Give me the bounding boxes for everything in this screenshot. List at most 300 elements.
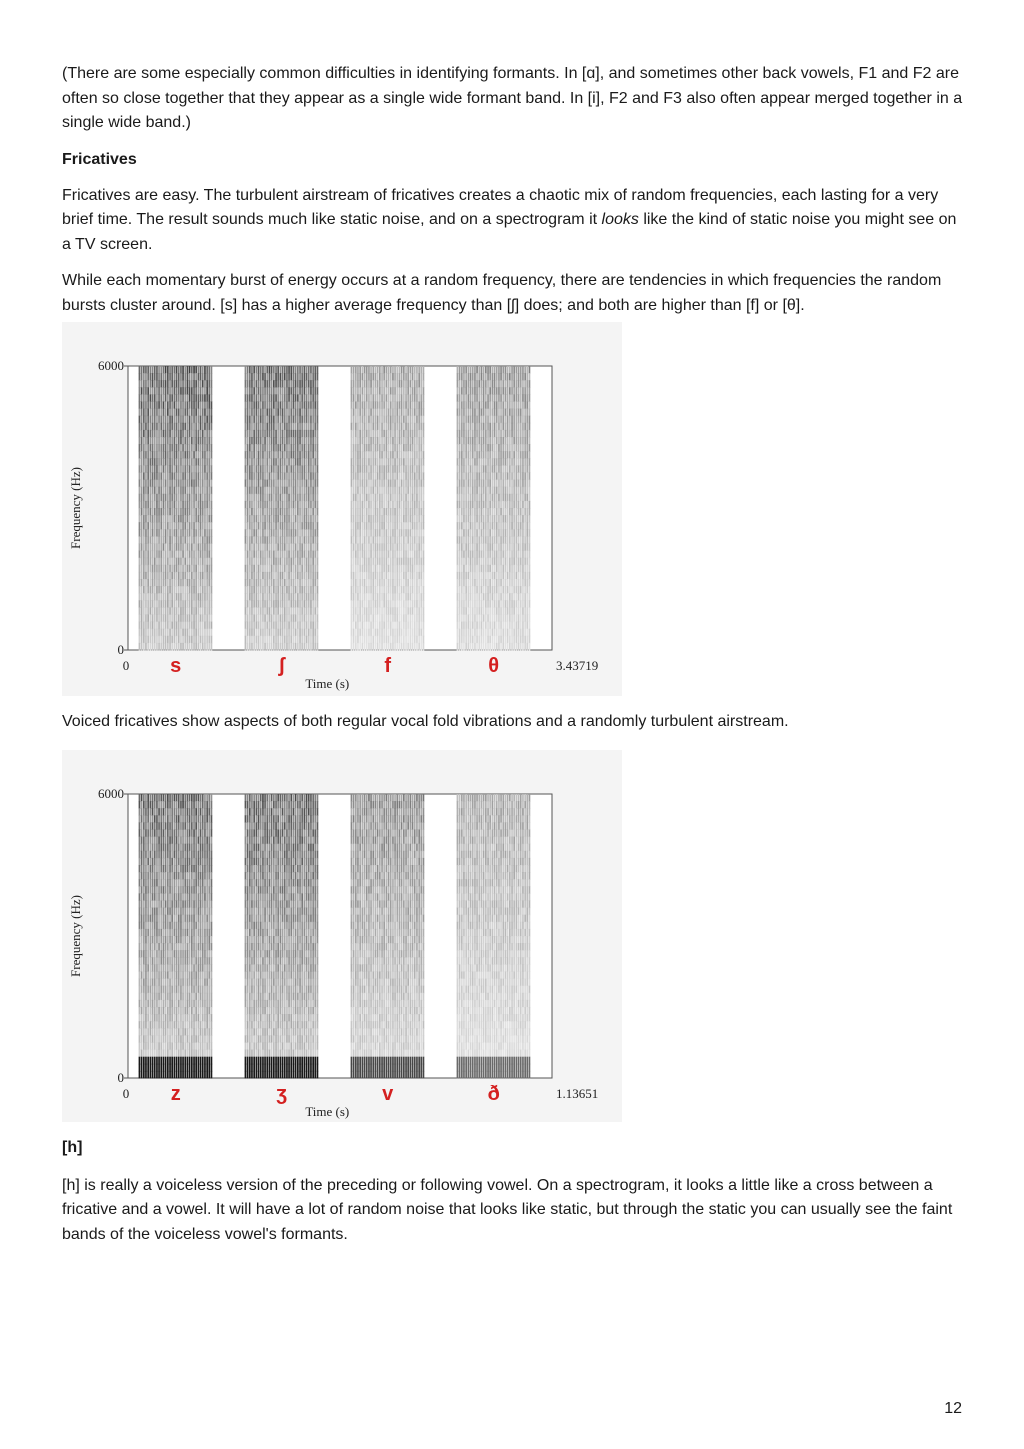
spectrogram-cell (412, 544, 414, 552)
spectrogram-cell (386, 451, 388, 459)
spectrogram-cell (299, 366, 301, 374)
spectrogram-cell (474, 394, 476, 402)
spectrogram-cell (379, 622, 381, 630)
spectrogram-cell (502, 515, 504, 523)
spectrogram-cell (247, 515, 249, 523)
spectrogram-cell (396, 480, 398, 488)
spectrogram-cell (368, 366, 370, 374)
spectrogram-cell (182, 473, 184, 481)
spectrogram-cell (386, 593, 388, 601)
spectrogram-cell (284, 515, 286, 523)
spectrogram-cell (368, 622, 370, 630)
spectrogram-cell (139, 522, 141, 530)
spectrogram-cell (182, 607, 184, 615)
spectrogram-cell (154, 522, 156, 530)
spectrogram-cell (169, 622, 171, 630)
spectrogram-cell (396, 565, 398, 573)
spectrogram-cell (476, 458, 478, 466)
spectrogram-cell (416, 501, 418, 509)
spectrogram-cell (383, 544, 385, 552)
spectrogram-cell (359, 465, 361, 473)
spectrogram-cell (481, 487, 483, 495)
spectrogram-cell (414, 544, 416, 552)
spectrogram-cell (403, 629, 405, 637)
spectrogram-cell (359, 579, 361, 587)
spectrogram-cell (178, 487, 180, 495)
spectrogram-cell (154, 572, 156, 580)
spectrogram-cell (204, 636, 206, 644)
spectrogram-cell (249, 387, 251, 395)
spectrogram-cell (150, 565, 152, 573)
spectrogram-cell (206, 508, 208, 516)
spectrogram-cell (308, 437, 310, 445)
spectrogram-cell (304, 643, 306, 651)
spectrogram-cell (206, 622, 208, 630)
spectrogram-cell (211, 622, 213, 630)
spectrogram-cell (174, 451, 176, 459)
spectrogram-cell (359, 629, 361, 637)
spectrogram-cell (390, 487, 392, 495)
spectrogram-cell (403, 636, 405, 644)
spectrogram-cell (182, 544, 184, 552)
spectrogram-cell (269, 508, 271, 516)
fricatives-tendency-paragraph: While each momentary burst of energy occurs at a random frequency, there are tendencies in which frequencies the random bursts cluster around. [s] has a higher average frequency than [ʃ] does; and both are higher than [f] or [θ]. (62, 272, 942, 314)
spectrogram-cell (317, 515, 319, 523)
spectrogram-cell (147, 544, 149, 552)
spectrogram-cell (180, 636, 182, 644)
spectrogram-cell (266, 600, 268, 608)
spectrogram-cell (465, 444, 467, 452)
spectrogram-cell (412, 622, 414, 630)
spectrogram-cell (478, 366, 480, 374)
spectrogram-cell (275, 501, 277, 509)
spectrogram-cell (308, 494, 310, 502)
spectrogram-cell (468, 416, 470, 424)
spectrogram-cell (204, 551, 206, 559)
spectrogram-cell (286, 536, 288, 544)
spectrogram-cell (476, 373, 478, 381)
spectrogram-cell (457, 458, 459, 466)
spectrogram-cell (299, 572, 301, 580)
spectrogram-cell (251, 494, 253, 502)
spectrogram-cell (472, 451, 474, 459)
spectrogram-cell (496, 544, 498, 552)
spectrogram-cell (474, 380, 476, 388)
spectrogram-cell (407, 586, 409, 594)
spectrogram-cell (260, 586, 262, 594)
spectrogram-cell (372, 636, 374, 644)
spectrogram-cell (418, 409, 420, 417)
spectrogram-cell (470, 607, 472, 615)
spectrogram-cell (260, 551, 262, 559)
spectrogram-cell (314, 437, 316, 445)
spectrogram-cell (312, 366, 314, 374)
spectrogram-cell (271, 629, 273, 637)
spectrogram-cell (474, 579, 476, 587)
spectrogram-cell (277, 558, 279, 566)
spectrogram-cell (282, 387, 284, 395)
spectrogram-cell (498, 487, 500, 495)
spectrogram-cell (204, 402, 206, 410)
spectrogram-cell (476, 551, 478, 559)
spectrogram-cell (184, 536, 186, 544)
spectrogram-cell (184, 615, 186, 623)
spectrogram-cell (379, 544, 381, 552)
spectrogram-cell (247, 373, 249, 381)
spectrogram-cell (496, 387, 498, 395)
spectrogram-cell (304, 607, 306, 615)
spectrogram-cell (288, 444, 290, 452)
spectrogram-cell (485, 380, 487, 388)
spectrogram-cell (483, 444, 485, 452)
spectrogram-cell (290, 387, 292, 395)
spectrogram-cell (407, 487, 409, 495)
spectrogram-cell (269, 366, 271, 374)
spectrogram-cell (202, 416, 204, 424)
spectrogram-cell (463, 409, 465, 417)
spectrogram-cell (189, 501, 191, 509)
spectrogram-cell (282, 473, 284, 481)
spectrogram-cell (293, 394, 295, 402)
spectrogram-cell (301, 529, 303, 537)
spectrogram-cell (202, 473, 204, 481)
spectrogram-cell (304, 544, 306, 552)
spectrogram-cell (143, 451, 145, 459)
spectrogram-cell (459, 551, 461, 559)
spectrogram-cell (381, 586, 383, 594)
spectrogram-cell (299, 629, 301, 637)
spectrogram-cell (169, 643, 171, 651)
spectrogram-cell (423, 366, 425, 374)
spectrogram-cell (394, 387, 396, 395)
spectrogram-cell (308, 480, 310, 488)
spectrogram-cell (249, 380, 251, 388)
spectrogram-cell (145, 529, 147, 537)
spectrogram-cell (247, 394, 249, 402)
fricatives-heading: Fricatives (62, 150, 137, 168)
spectrogram-cell (370, 579, 372, 587)
spectrogram-cell (308, 536, 310, 544)
spectrogram-cell (481, 529, 483, 537)
spectrogram-cell (206, 607, 208, 615)
spectrogram-cell (492, 387, 494, 395)
spectrogram-cell (187, 380, 189, 388)
spectrogram-cell (139, 487, 141, 495)
spectrogram-cell (418, 380, 420, 388)
spectrogram-cell (418, 458, 420, 466)
spectrogram-cell (459, 480, 461, 488)
spectrogram-cell (498, 558, 500, 566)
spectrogram-cell (145, 373, 147, 381)
spectrogram-cell (202, 572, 204, 580)
spectrogram-cell (258, 402, 260, 410)
spectrogram-cell (317, 473, 319, 481)
spectrogram-cell (414, 615, 416, 623)
spectrogram-cell (211, 409, 213, 417)
spectrogram-cell (139, 558, 141, 566)
spectrogram-cell (189, 636, 191, 644)
spectrogram-cell (249, 565, 251, 573)
spectrogram-cell (251, 416, 253, 424)
spectrogram-cell (476, 586, 478, 594)
spectrogram-cell (362, 515, 364, 523)
spectrogram-cell (399, 458, 401, 466)
spectrogram-cell (206, 451, 208, 459)
spectrogram-cell (277, 423, 279, 431)
spectrogram-cell (306, 558, 308, 566)
spectrogram-cell (364, 636, 366, 644)
spectrogram-cell (304, 494, 306, 502)
spectrogram-cell (401, 607, 403, 615)
spectrogram-cell (176, 423, 178, 431)
spectrogram-cell (211, 551, 213, 559)
spectrogram-cell (390, 544, 392, 552)
spectrogram-cell (200, 544, 202, 552)
spectrogram-cell (251, 451, 253, 459)
spectrogram-cell (258, 593, 260, 601)
spectrogram-cell (366, 544, 368, 552)
spectrogram-cell (184, 487, 186, 495)
spectrogram-cell (416, 416, 418, 424)
spectrogram-cell (266, 366, 268, 374)
spectrogram-cell (158, 416, 160, 424)
spectrogram-cell (487, 473, 489, 481)
spectrogram-cell (483, 536, 485, 544)
spectrogram-cell (414, 465, 416, 473)
spectrogram-cell (377, 473, 379, 481)
spectrogram-cell (401, 551, 403, 559)
spectrogram-cell (189, 508, 191, 516)
spectrogram-cell (362, 451, 364, 459)
spectrogram-cell (297, 522, 299, 530)
spectrogram-cell (256, 529, 258, 537)
spectrogram-cell (258, 366, 260, 374)
spectrogram-cell (470, 451, 472, 459)
spectrogram-cell (154, 536, 156, 544)
spectrogram-cell (251, 373, 253, 381)
spectrogram-cell (502, 643, 504, 651)
spectrogram-cell (264, 572, 266, 580)
spectrogram-cell (312, 607, 314, 615)
spectrogram-cell (468, 402, 470, 410)
spectrogram-cell (359, 480, 361, 488)
spectrogram-cell (193, 437, 195, 445)
spectrogram-cell (271, 643, 273, 651)
spectrogram-cell (416, 458, 418, 466)
spectrogram-cell (392, 409, 394, 417)
spectrogram-cell (492, 522, 494, 530)
spectrogram-cell (256, 416, 258, 424)
spectrogram-cell (502, 607, 504, 615)
spectrogram-cell (297, 480, 299, 488)
spectrogram-cell (178, 643, 180, 651)
spectrogram-cell (150, 473, 152, 481)
spectrogram-cell (171, 607, 173, 615)
spectrogram-cell (184, 373, 186, 381)
spectrogram-cell (472, 551, 474, 559)
spectrogram-cell (362, 643, 364, 651)
spectrogram-cell (182, 380, 184, 388)
spectrogram-cell (189, 579, 191, 587)
spectrogram-cell (269, 458, 271, 466)
spectrogram-cell (282, 402, 284, 410)
spectrogram-cell (351, 501, 353, 509)
spectrogram-cell (502, 558, 504, 566)
spectrogram-cell (184, 586, 186, 594)
spectrogram-cell (370, 572, 372, 580)
spectrogram-cell (284, 416, 286, 424)
spectrogram-cell (468, 643, 470, 651)
spectrogram-cell (474, 615, 476, 623)
spectrogram-cell (208, 416, 210, 424)
spectrogram-cell (476, 600, 478, 608)
spectrogram-cell (396, 629, 398, 637)
spectrogram-cell (176, 565, 178, 573)
spectrogram-cell (202, 409, 204, 417)
spectrogram-cell (390, 373, 392, 381)
spectrogram-cell (459, 636, 461, 644)
spectrogram-cell (351, 394, 353, 402)
spectrogram-cell (396, 458, 398, 466)
spectrogram-cell (379, 579, 381, 587)
spectrogram-cell (249, 465, 251, 473)
spectrogram-cell (368, 579, 370, 587)
spectrogram-cell (174, 458, 176, 466)
spectrogram-cell (266, 465, 268, 473)
spectrogram-cell (174, 629, 176, 637)
spectrogram-cell (253, 494, 255, 502)
spectrogram-cell (284, 444, 286, 452)
spectrogram-cell (147, 551, 149, 559)
spectrogram-cell (366, 387, 368, 395)
spectrogram-cell (271, 572, 273, 580)
spectrogram-cell (167, 437, 169, 445)
spectrogram-cell (200, 366, 202, 374)
spectrogram-cell (314, 487, 316, 495)
spectrogram-cell (379, 522, 381, 530)
spectrogram-cell (390, 508, 392, 516)
spectrogram-cell (306, 622, 308, 630)
spectrogram-cell (420, 487, 422, 495)
spectrogram-cell (297, 544, 299, 552)
spectrogram-cell (189, 558, 191, 566)
spectrogram-cell (483, 409, 485, 417)
spectrogram-cell (247, 416, 249, 424)
spectrogram-cell (377, 572, 379, 580)
spectrogram-cell (412, 551, 414, 559)
spectrogram-cell (150, 366, 152, 374)
spectrogram-cell (187, 366, 189, 374)
spectrogram-cell (189, 416, 191, 424)
spectrogram-cell (275, 480, 277, 488)
spectrogram-cell (152, 565, 154, 573)
spectrogram-cell (461, 558, 463, 566)
spectrogram-cell (505, 430, 507, 438)
spectrogram-cell (150, 586, 152, 594)
spectrogram-cell (401, 515, 403, 523)
spectrogram-cell (461, 451, 463, 459)
spectrogram-cell (483, 458, 485, 466)
spectrogram-cell (312, 586, 314, 594)
spectrogram-cell (459, 430, 461, 438)
spectrogram-cell (366, 565, 368, 573)
spectrogram-cell (476, 572, 478, 580)
spectrogram-cell (483, 494, 485, 502)
spectrogram-cell (273, 522, 275, 530)
spectrogram-cell (496, 607, 498, 615)
spectrogram-cell (141, 593, 143, 601)
spectrogram-cell (492, 629, 494, 637)
spectrogram-cell (176, 600, 178, 608)
spectrogram-cell (249, 636, 251, 644)
spectrogram-cell (423, 515, 425, 523)
spectrogram-cell (494, 515, 496, 523)
spectrogram-cell (418, 565, 420, 573)
spectrogram-cell (150, 629, 152, 637)
spectrogram-cell (299, 551, 301, 559)
spectrogram-cell (139, 409, 141, 417)
spectrogram-cell (375, 430, 377, 438)
spectrogram-cell (472, 636, 474, 644)
spectrogram-cell (366, 622, 368, 630)
spectrogram-cell (211, 508, 213, 516)
spectrogram-cell (306, 458, 308, 466)
spectrogram-cell (390, 579, 392, 587)
spectrogram-cell (182, 430, 184, 438)
spectrogram-cell (390, 643, 392, 651)
spectrogram-cell (412, 373, 414, 381)
spectrogram-cell (412, 643, 414, 651)
spectrogram-cell (410, 416, 412, 424)
spectrogram-cell (165, 402, 167, 410)
spectrogram-cell (167, 380, 169, 388)
spectrogram-cell (271, 458, 273, 466)
spectrogram-cell (377, 565, 379, 573)
spectrogram-cell (152, 629, 154, 637)
spectrogram-cell (273, 451, 275, 459)
spectrogram-cell (459, 643, 461, 651)
spectrogram-cell (314, 451, 316, 459)
spectrogram-cell (193, 636, 195, 644)
spectrogram-cell (293, 487, 295, 495)
spectrogram-cell (364, 515, 366, 523)
spectrogram-cell (478, 600, 480, 608)
spectrogram-cell (310, 536, 312, 544)
spectrogram-cell (143, 458, 145, 466)
spectrogram-cell (418, 515, 420, 523)
spectrogram-cell (481, 451, 483, 459)
spectrogram-cell (195, 366, 197, 374)
spectrogram-cell (470, 515, 472, 523)
spectrogram-cell (308, 544, 310, 552)
spectrogram-cell (368, 536, 370, 544)
spectrogram-cell (489, 579, 491, 587)
spectrogram-cell (273, 494, 275, 502)
spectrogram-cell (156, 579, 158, 587)
spectrogram-cell (280, 607, 282, 615)
spectrogram-cell (351, 629, 353, 637)
spectrogram-cell (176, 522, 178, 530)
spectrogram-cell (502, 394, 504, 402)
spectrogram-cell (249, 480, 251, 488)
spectrogram-cell (383, 643, 385, 651)
spectrogram-cell (180, 430, 182, 438)
spectrogram-cell (355, 536, 357, 544)
spectrogram-cell (187, 522, 189, 530)
spectrogram-cell (465, 465, 467, 473)
spectrogram-cell (156, 593, 158, 601)
spectrogram-cell (178, 501, 180, 509)
